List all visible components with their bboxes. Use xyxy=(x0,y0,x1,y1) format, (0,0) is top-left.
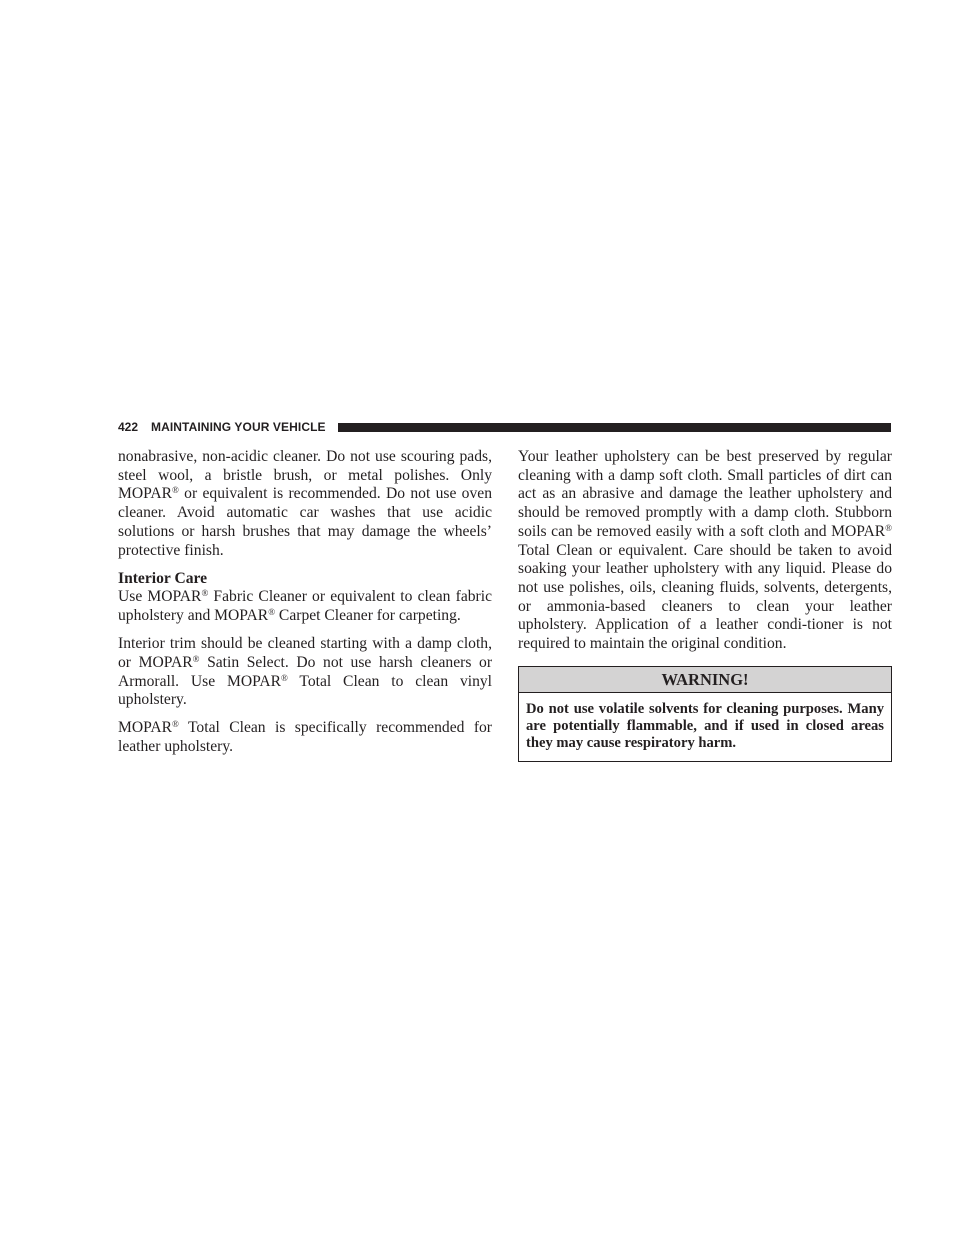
paragraph-text: Fabric Cleaner or equivalent to clean fabric upholstery and MOPAR xyxy=(118,588,492,625)
paragraph-text: or equivalent is recommended. Do not use oven cleaner. Avoid automatic car washes that use acidic solutions or harsh brushes that may damage the wheels’ protective finish. xyxy=(118,485,492,559)
page-header xyxy=(118,419,891,435)
registered-mark: ® xyxy=(192,653,200,664)
paragraph-text: MOPAR xyxy=(118,719,173,737)
header-rule-bar xyxy=(338,423,891,432)
registered-mark: ® xyxy=(201,588,209,599)
paragraph-text: Total Clean is specifically recommended for leather upholstery. xyxy=(118,719,492,756)
paragraph-text: Total Clean to clean vinyl upholstery. xyxy=(118,672,493,709)
paragraph-interior-trim xyxy=(118,635,492,710)
paragraph-fabric-cleaner xyxy=(118,588,492,625)
registered-mark: ® xyxy=(281,672,288,683)
paragraph-text: Use MOPAR xyxy=(118,588,202,606)
warning-title: WARNING! xyxy=(519,667,891,693)
registered-mark: ® xyxy=(268,607,276,618)
paragraph-text: nonabrasive, non-acidic cleaner. Do not use scouring pads, steel wool, a bristle brush, or metal polishes. Only MOPAR xyxy=(118,448,492,503)
paragraph-wheel-cleaning xyxy=(118,448,492,560)
right-column xyxy=(518,448,892,654)
warning-box xyxy=(518,666,892,762)
paragraph-text: Total Clean or equivalent. Care should be taken to avoid soaking your leather upholstery with any liquid. Please do not use polishes, oils, cleaning fluids, solvents, detergents, or ammonia-based cleaners to clean your leather upholstery. Application of a leather condi-tioner is not required to maintain the original condition. xyxy=(518,541,892,653)
registered-mark: ® xyxy=(172,719,179,730)
paragraph-text: Carpet Cleaner for carpeting. xyxy=(275,607,461,625)
registered-mark: ® xyxy=(885,522,892,533)
registered-mark: ® xyxy=(172,485,179,496)
section-title: MAINTAINING YOUR VEHICLE xyxy=(151,420,326,434)
paragraph-leather-recommendation xyxy=(118,719,492,756)
paragraph-leather-care xyxy=(518,448,892,654)
warning-body: Do not use volatile solvents for cleaning purposes. Many are potentially flammable, and if used in closed areas they may cause respiratory harm. xyxy=(526,701,884,752)
left-column xyxy=(118,448,492,757)
paragraph-text: Interior trim should be cleaned starting with a damp cloth, or MOPAR xyxy=(118,635,492,671)
heading-interior-care: Interior Care xyxy=(118,569,208,587)
paragraph-text: Your leather upholstery can be best preserved by regular cleaning with a damp soft cloth. Small particles of dirt can act as an abrasive and damage the leather upholstery and should be removed promptly with a damp cloth. Stubborn soils can be removed easily with a soft cloth and MOPAR xyxy=(518,448,892,540)
page-number: 422 xyxy=(118,420,139,434)
paragraph-text: Satin Select. Do not use harsh cleaners or Armorall. Use MOPAR xyxy=(118,653,493,690)
